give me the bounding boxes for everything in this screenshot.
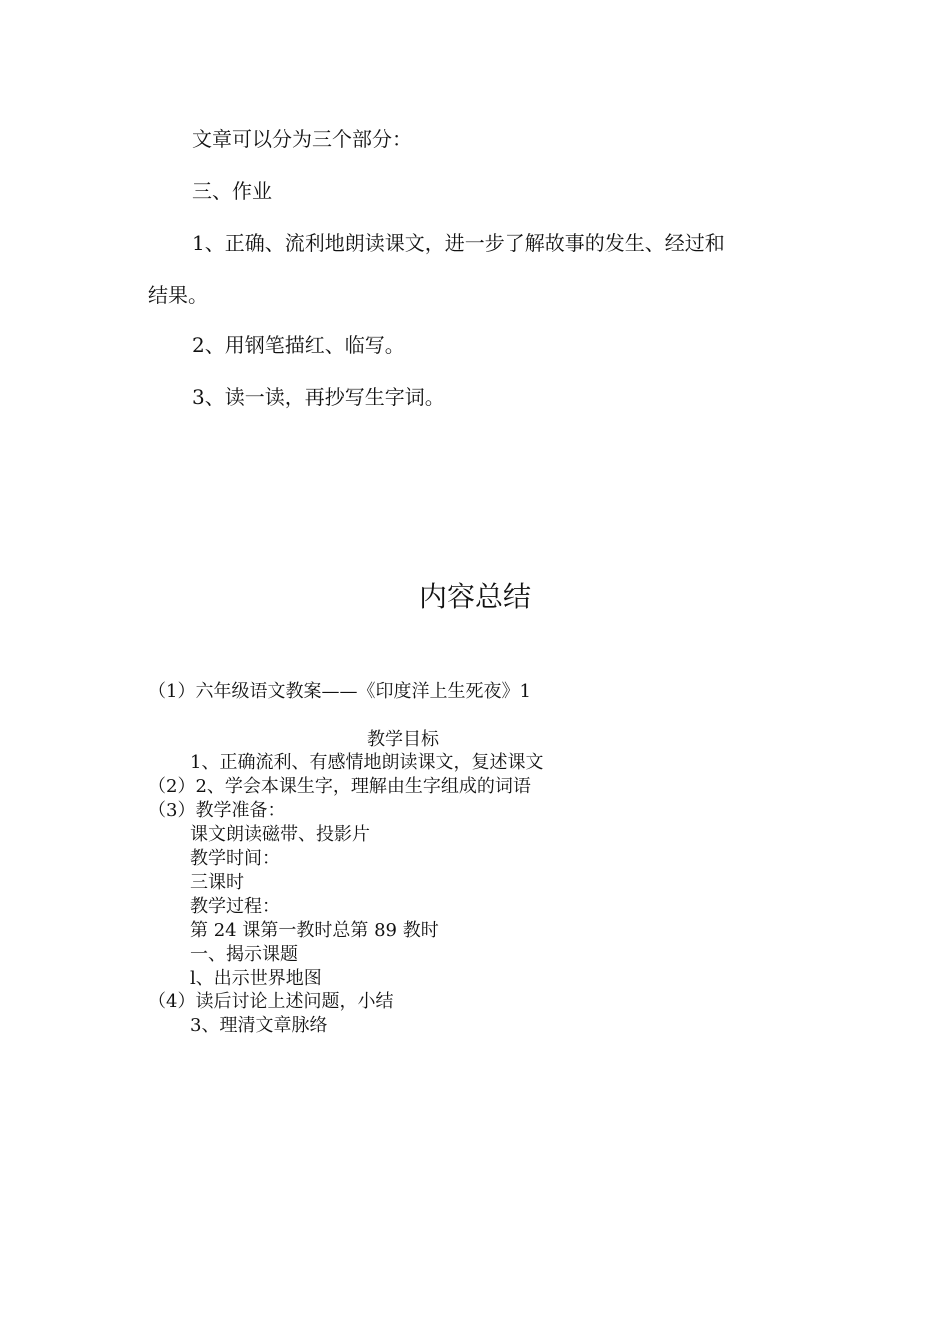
summary-line-5: （3）教学准备： [148,800,286,821]
homework-item-3: 3、读一读，再抄写生字词。 [192,385,445,409]
paragraph-structure: 文章可以分为三个部分： [192,127,412,151]
summary-line-objectives: 教学目标 [367,729,439,750]
homework-item-2: 2、用钢笔描红、临写。 [192,333,405,357]
summary-line-11: 一、揭示课题 [190,944,298,965]
summary-line-6: 课文朗读磁带、投影片 [190,824,370,845]
summary-line-1: （1）六年级语文教案——《印度洋上生死夜》1 [148,681,531,702]
summary-line-3: 1、正确流利、有感情地朗读课文，复述课文 [190,752,544,773]
summary-line-7: 教学时间： [190,848,280,869]
summary-title: 内容总结 [418,580,531,613]
summary-line-9: 教学过程： [190,896,280,917]
summary-line-8: 三课时 [190,872,244,893]
summary-line-12: l、出示世界地图 [190,968,322,989]
homework-item-1: 1、正确、流利地朗读课文，进一步了解故事的发生、经过和 [192,231,725,255]
summary-line-10: 第 24 课第一教时总第 89 教时 [190,920,439,941]
summary-line-4: （2）2、学会本课生字，理解由生字组成的词语 [148,776,531,797]
summary-line-13: （4）读后讨论上述问题，小结 [148,991,394,1012]
homework-item-1-cont: 结果。 [148,283,208,307]
heading-homework: 三、作业 [192,179,272,203]
summary-line-14: 3、理清文章脉络 [190,1015,328,1036]
